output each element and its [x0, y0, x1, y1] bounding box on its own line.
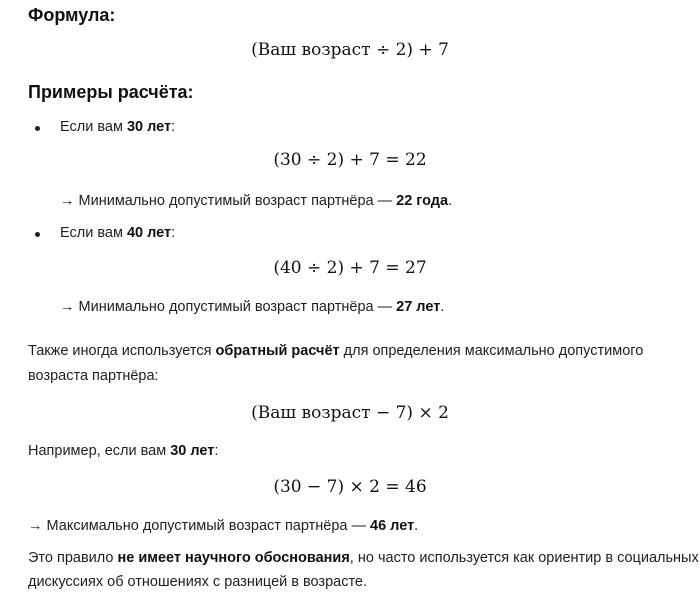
reverse-example-formula: (30 − 7) × 2 = 46 [273, 477, 427, 497]
reverse-intro-line1: Также иногда используется обратный расчёт для определения максимально допустимого [28, 343, 644, 359]
reverse-result: → Максимально допустимый возраст партнёра — 46 лет. [28, 518, 419, 534]
bullet-marker [35, 232, 40, 237]
main-formula: (Ваш возраст ÷ 2) + 7 [251, 40, 449, 60]
example2-condition: Если вам 40 лет: [60, 225, 176, 241]
examples-heading: Примеры расчёта: [28, 82, 194, 102]
example2-formula: (40 ÷ 2) + 7 = 27 [273, 258, 427, 278]
reverse-formula: (Ваш возраст − 7) × 2 [251, 403, 449, 423]
example1-formula: (30 ÷ 2) + 7 = 22 [273, 150, 427, 170]
reverse-intro-line2: возраста партнёра: [28, 368, 159, 384]
formula-heading: Формула: [28, 5, 116, 25]
conclusion-line2: дискуссиях об отношениях с разницей в возрасте. [28, 574, 368, 590]
example1-condition: Если вам 30 лет: [60, 119, 176, 135]
example2-result: → Минимально допустимый возраст партнёра — 27 лет. [60, 299, 445, 315]
example1-result: → Минимально допустимый возраст партнёра — 22 года. [60, 193, 453, 209]
bullet-marker [35, 126, 40, 131]
reverse-example-condition: Например, если вам 30 лет: [28, 443, 219, 459]
conclusion-line1: Это правило не имеет научного обоснования, но часто используется как ориентир в социальных [28, 550, 699, 566]
